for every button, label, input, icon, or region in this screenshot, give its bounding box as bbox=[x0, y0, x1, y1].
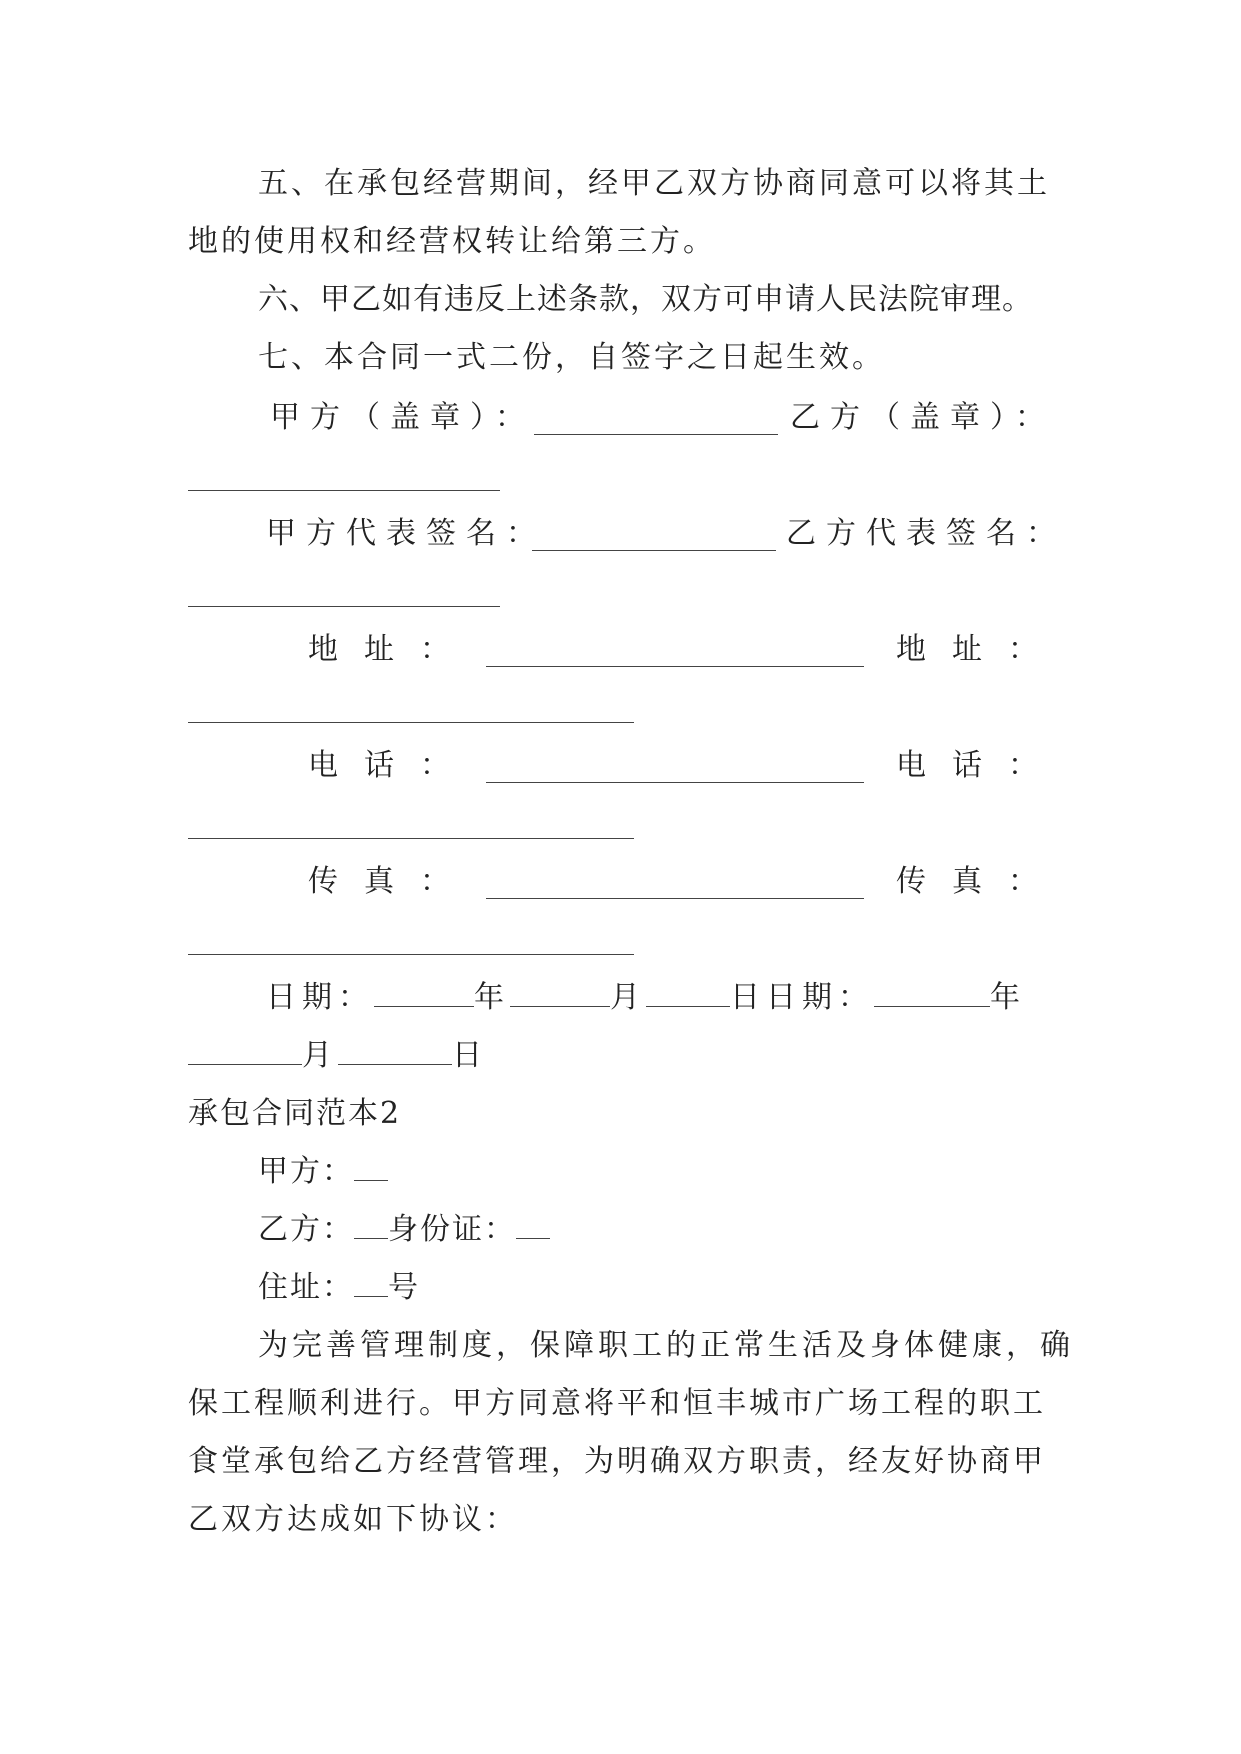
clause-5-line-2: 地的使用权和经营权转让给第三方。 bbox=[188, 224, 716, 259]
date-b-day: 日 bbox=[452, 1038, 488, 1073]
address-label: 住址： bbox=[258, 1270, 354, 1305]
clause-7: 七、本合同一式二份，自签字之日起生效。 bbox=[258, 340, 885, 375]
contract2-party-a bbox=[258, 1152, 1118, 1192]
party-b-label: 乙方： bbox=[258, 1212, 354, 1247]
date-a-month: 月 bbox=[610, 980, 646, 1015]
party-a-label: 甲方： bbox=[258, 1154, 354, 1189]
date-a-year-blank bbox=[374, 980, 474, 1007]
date-b-month-blank bbox=[188, 1038, 302, 1065]
contract2-party-b bbox=[258, 1210, 1118, 1250]
phone-b-label: 电话： bbox=[896, 748, 1064, 783]
contract2-title: 承包合同范本2 bbox=[188, 1096, 402, 1131]
date-a-day-blank bbox=[646, 980, 730, 1007]
date-a-year: 年 bbox=[474, 980, 510, 1015]
clause-5-line-1: 五、在承包经营期间，经甲乙双方协商同意可以将其土 bbox=[258, 166, 1050, 201]
party-b-rep-label: 乙方代表签名： bbox=[786, 516, 1066, 551]
party-b-blank bbox=[354, 1212, 388, 1239]
date-row bbox=[266, 978, 1026, 1018]
date-b-month: 月 bbox=[302, 1038, 338, 1073]
date-b-label: 日期： bbox=[766, 980, 874, 1015]
address-a-label: 地址： bbox=[308, 632, 476, 667]
address-number: 号 bbox=[388, 1270, 420, 1305]
contract2-para-line-4: 乙双方达成如下协议： bbox=[188, 1502, 518, 1537]
date-b-year: 年 bbox=[990, 980, 1026, 1015]
contract2-para-line-2: 保工程顺利进行。甲方同意将平和恒丰城市广场工程的职工 bbox=[188, 1386, 1046, 1421]
party-a-rep-blank bbox=[532, 524, 776, 551]
fax-a-label: 传真： bbox=[308, 864, 476, 899]
date-b-year-blank bbox=[874, 980, 990, 1007]
fax-b-blank bbox=[188, 928, 634, 955]
date-a-label: 日期： bbox=[266, 980, 374, 1015]
party-b-rep-blank bbox=[188, 580, 500, 607]
fax-a-blank bbox=[486, 872, 864, 899]
date-b-day-blank bbox=[338, 1038, 452, 1065]
party-b-seal-label: 乙方（盖章）： bbox=[790, 400, 1055, 435]
address-b-label: 地址： bbox=[896, 632, 1064, 667]
clause-6: 六、甲乙如有违反上述条款，双方可申请人民法院审理。 bbox=[258, 282, 1033, 317]
fax-b-label: 传真： bbox=[896, 864, 1064, 899]
phone-a-label: 电话： bbox=[308, 748, 476, 783]
party-a-blank bbox=[354, 1154, 388, 1181]
address-b-blank bbox=[188, 696, 634, 723]
id-blank bbox=[516, 1212, 550, 1239]
phone-b-blank bbox=[188, 812, 634, 839]
contract2-para-line-3: 食堂承包给乙方经营管理，为明确双方职责，经友好协商甲 bbox=[188, 1444, 1046, 1479]
party-a-seal-blank bbox=[534, 408, 778, 435]
date-row-2 bbox=[188, 1036, 488, 1076]
id-label: 身份证： bbox=[388, 1212, 516, 1247]
contract2-para-line-1: 为完善管理制度，保障职工的正常生活及身体健康，确 bbox=[258, 1328, 1074, 1363]
phone-a-blank bbox=[486, 756, 864, 783]
party-b-seal-blank bbox=[188, 464, 500, 491]
date-a-day: 日 bbox=[730, 980, 766, 1015]
address-a-blank bbox=[486, 640, 864, 667]
address-blank bbox=[354, 1270, 388, 1297]
party-a-seal-label: 甲方（盖章）： bbox=[270, 400, 535, 435]
party-a-rep-label: 甲方代表签名： bbox=[266, 516, 546, 551]
date-a-month-blank bbox=[510, 980, 610, 1007]
contract2-address bbox=[258, 1268, 1118, 1308]
